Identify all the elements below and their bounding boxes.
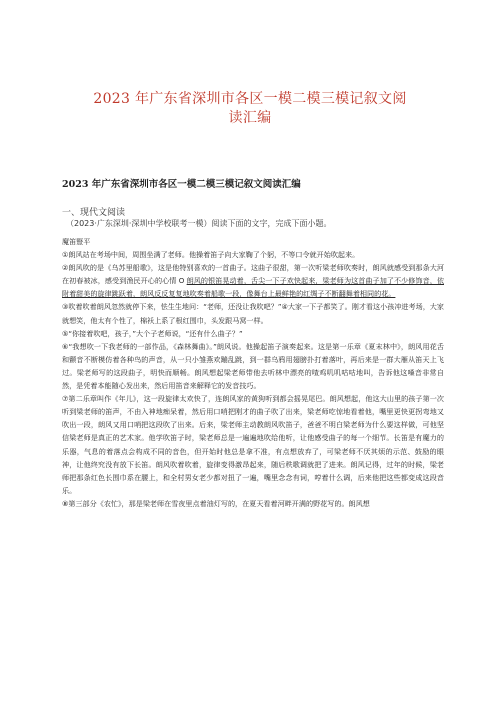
paragraph-7 [62,497,444,510]
paragraph-text: ⑦第二乐章叫作《年儿》，这一段旋律太欢快了，连朗风家的黄狗听到都会摇晃尾巴。朗风想起，他这大山里的孩子第一次听到梁老师的笛声，不由入神地痴呆着，然后用口哨把刚才的曲子吹了出来，梁老师吃惊地看着他，嘴里更快更拐弯地又吹出一段，朗风又用口哨把这段吹了出来。后来，梁老师主动教朗风吹笛子，爸爸不明白梁老师为什么要这样做，可他坚信梁老师是真正的艺术家。他学吹笛子时，梁老师总是一遍遍地吹给他听，让他感受曲子的每一个细节。长笛是有魔力的乐器，气息的着落点会构成不同的音色，但开始时他总是拿不准，有点想放弃了，可梁老师不厌其烦的示范、鼓励的眼神，让他终究没有放下长笛。朗风吹着吹着，旋律变得激昂起来，随后秩歌调就把了进来。朗风记得，过年的时候，梁老师把那条红色长围巾系在腰上，和全村男女老少都对扭了一遍，嘴里念念有词，哼着什么调，后来他把这些都变成这段音乐。 [62,394,444,495]
story-title: 魔笛豎平 [62,237,91,246]
paragraph-text: ⑤“你接着吹吧，孩子，”大个子老师说，“还有什么曲子？” [62,328,243,338]
question-source: （2023·广东深圳·深圳中学校联考一模）阅读下面的文字，完成下面小题。 [66,219,332,228]
paragraph-text: ①朗风站在考场中间，周围坐满了老师。他操着笛子向大家鞠了个躬，不等口令就开始吹起来。 [62,250,360,260]
paragraph-text: ②朗风吹的是《乌苏里船歌》，这是他特别喜欢的一首曲子。这曲子很甜，第一次听梁老师吹奏时，朗风就感受到那条大河在初春被冰，感受到渔民开心的心情 Ο [62,263,444,286]
paragraph-6 [62,392,444,497]
article-body [62,235,444,510]
section-heading: 一、现代文阅读 [62,208,126,218]
paragraph-2 [62,261,444,300]
paragraph-4 [62,327,444,340]
paragraph-5 [62,340,444,392]
paragraph-text: ⑥“我想吹一下我老师的一部作品，《森林舞曲》。”朗风说。他操起笛子演奏起来。这是第一乐章《夏末林中》，朗风用花舌和颤音不断模仿着各种鸟的声音，从一只小雏燕欢蹦乱跳，到一群乌鸦用翅膀扑打着落叶，再后来是一群大雁从笛天上飞过。梁老师写的这段曲子，明快而顺畅。朗风想起梁老师带他去听林中漂亮的喳鸡叽叽咕咕地叫，告诉他这嗓音非常自然，是凭着本能随心发出来，然后用笛音来解释它的发音技巧。 [62,341,444,391]
paragraph-text: ③吹着吹着朗风忽然就停下来，怯生生地问：“老师，还没让我吹吧？”④大家一下子都笑了。刚才看这小孩冲进考场，大家就想笑，他太有个性了，棉袄上系了根红围巾，头发跟马窝一样。 [62,302,444,325]
title-line-1: 2023 年广东省深圳市各区一模二模三模记叙文阅 [93,91,407,107]
paragraph-3 [62,300,444,326]
paragraph-1 [62,248,444,261]
document-subtitle: 2023 年广东省深圳市各区一模二模三模记叙文阅读汇编 [62,179,301,190]
paragraph-text: ⑧第三部分《农忙》，那是梁老师在雪夜里点着油灯写的，在夏天看着河畔开满的野花写的。朗风想 [62,498,370,508]
title-line-2: 读汇编 [228,110,272,126]
document-title [0,90,500,128]
underlined-passage: 朗风的银笛晃动着，舌尖一下子欢快起来，梁老师为这首曲子加了不少修饰音，依附着甜美的旋律跳跃着，朗风反反复复地吹奏着船歌一段，像舞台上最鲜艳的红绸子不断翻舞着相同的花。 [62,276,444,299]
